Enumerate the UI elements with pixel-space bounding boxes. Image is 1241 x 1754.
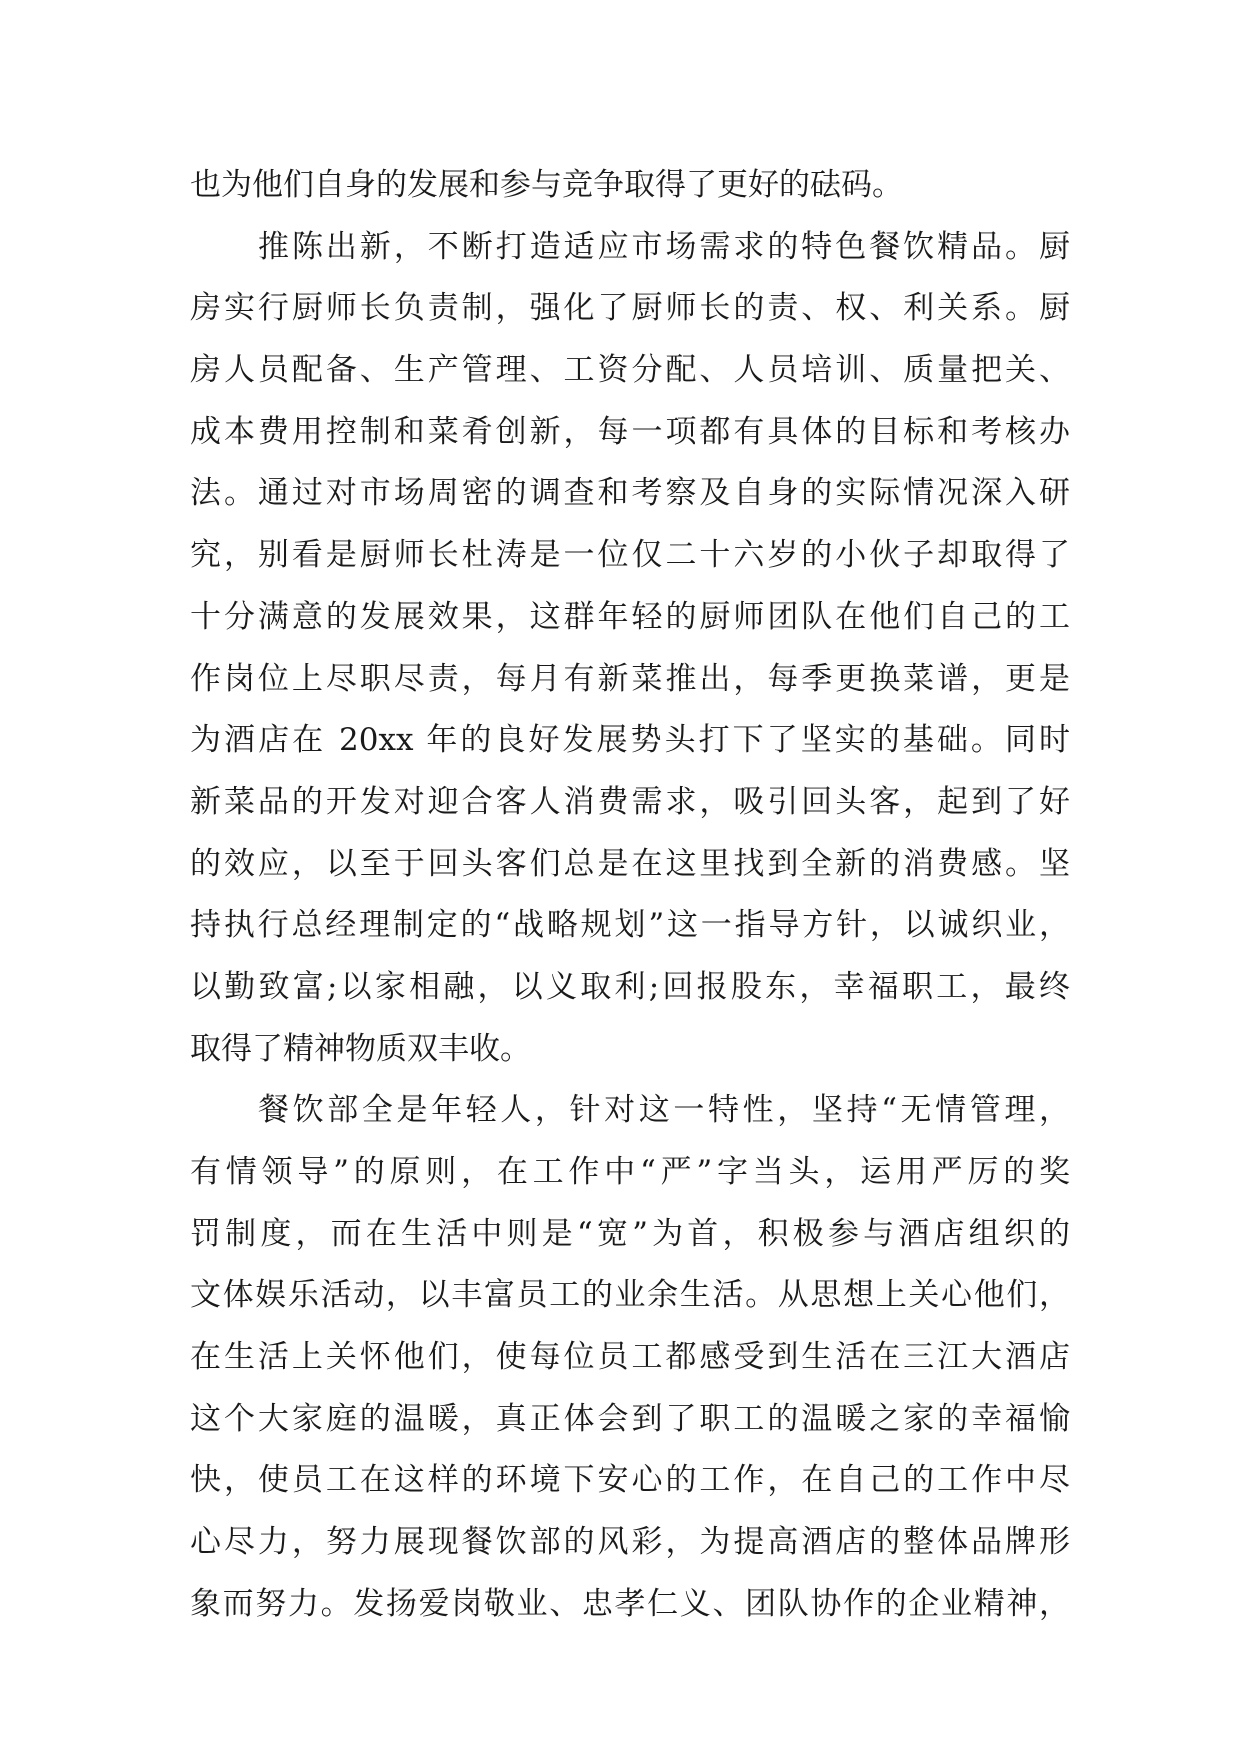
paragraph-start-line: 餐饮部全是年轻人，针对这一特性，坚持“无情管理， xyxy=(258,1092,1070,1129)
text-line: 为酒店在 20xx 年的良好发展势头打下了坚实的基础。同时 xyxy=(190,722,1070,759)
text-line: 房人员配备、生产管理、工资分配、人员培训、质量把关、 xyxy=(190,352,1070,389)
text-line: 新菜品的开发对迎合客人消费需求，吸引回头客，起到了好 xyxy=(190,783,1070,820)
text-line: 罚制度，而在生活中则是“宽”为首，积极参与酒店组织的 xyxy=(190,1215,1070,1252)
text-line: 也为他们自身的发展和参与竞争取得了更好的砝码。 xyxy=(190,167,903,203)
text-line: 在生活上关怀他们，使每位员工都感受到生活在三江大酒店 xyxy=(190,1339,1070,1376)
text-line: 取得了精神物质双丰收。 xyxy=(190,1030,531,1067)
text-line: 快，使员工在这样的环境下安心的工作，在自己的工作中尽 xyxy=(190,1462,1070,1499)
text-line: 文体娱乐活动，以丰富员工的业余生活。从思想上关心他们， xyxy=(190,1277,1070,1314)
text-line: 的效应，以至于回头客们总是在这里找到全新的消费感。坚 xyxy=(190,845,1070,882)
text-line: 房实行厨师长负责制，强化了厨师长的责、权、利关系。厨 xyxy=(190,290,1070,327)
paragraph-start-line: 推陈出新，不断打造适应市场需求的特色餐饮精品。厨 xyxy=(258,228,1070,265)
text-line: 作岗位上尽职尽责，每月有新菜推出，每季更换菜谱，更是 xyxy=(190,660,1070,697)
text-line: 究，别看是厨师长杜涛是一位仅二十六岁的小伙子却取得了 xyxy=(190,537,1070,574)
text-line: 心尽力，努力展现餐饮部的风彩，为提高酒店的整体品牌形 xyxy=(190,1524,1070,1561)
body-text xyxy=(190,155,1070,1636)
text-line: 十分满意的发展效果，这群年轻的厨师团队在他们自己的工 xyxy=(190,598,1070,635)
text-line: 法。通过对市场周密的调查和考察及自身的实际情况深入研 xyxy=(190,475,1070,512)
text-line: 成本费用控制和菜肴创新，每一项都有具体的目标和考核办 xyxy=(190,413,1070,450)
text-line: 有情领导”的原则，在工作中“严”字当头，运用严厉的奖 xyxy=(190,1154,1070,1190)
text-line: 象而努力。发扬爱岗敬业、忠孝仁义、团队协作的企业精神， xyxy=(190,1585,1070,1622)
text-line: 这个大家庭的温暖，真正体会到了职工的温暖之家的幸福愉 xyxy=(190,1400,1070,1437)
text-line: 以勤致富;以家相融，以义取利;回报股东，幸福职工，最终 xyxy=(190,968,1070,1005)
text-line: 持执行总经理制定的“战略规划”这一指导方针，以诚织业， xyxy=(190,907,1070,944)
